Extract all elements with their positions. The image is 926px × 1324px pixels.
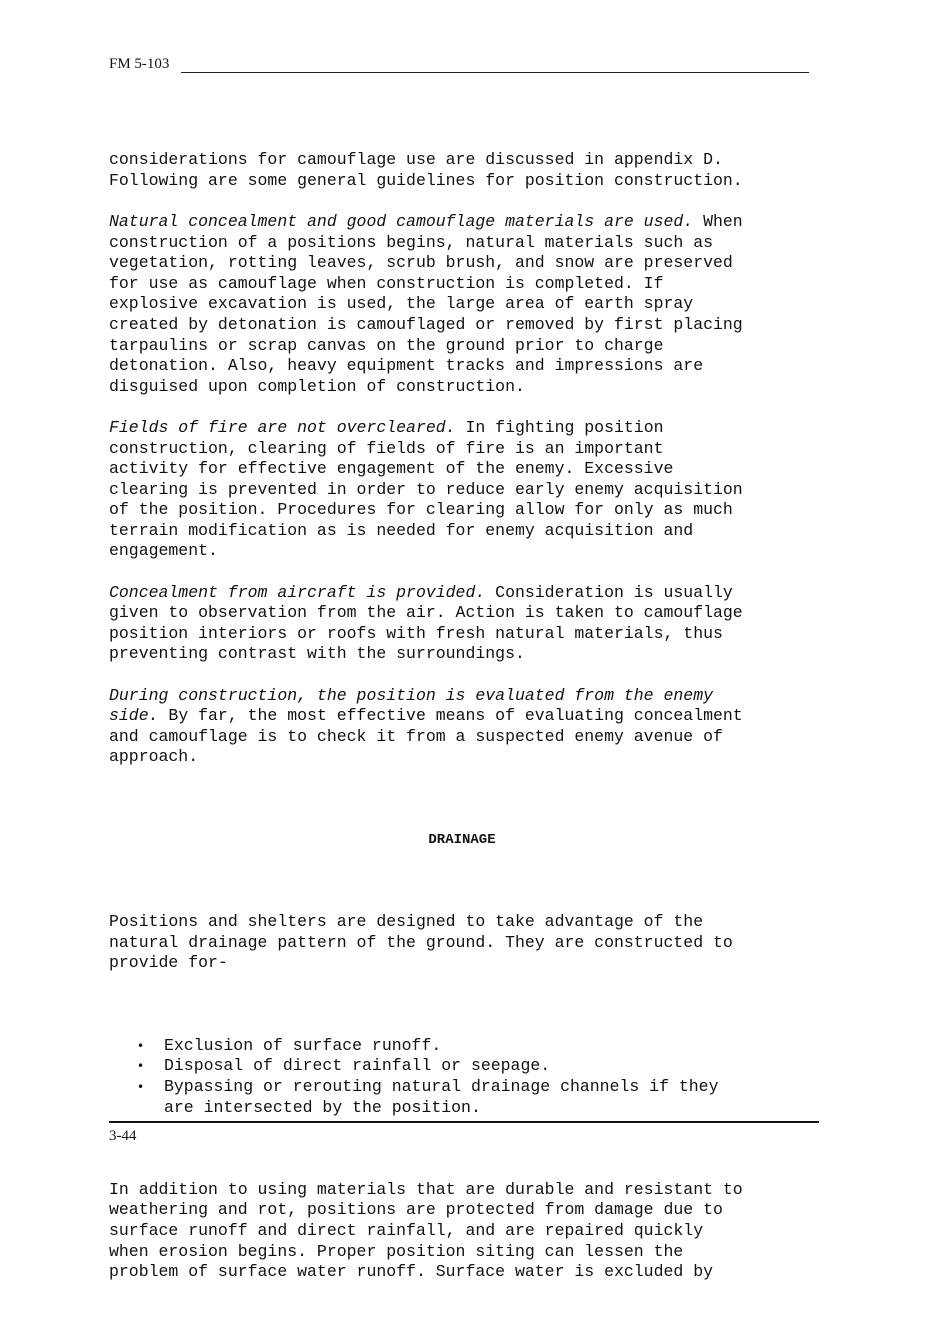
text-line: Exclusion of surface runoff.: [164, 1035, 442, 1055]
text-line: when erosion begins. Proper position siting can lessen the: [109, 1241, 684, 1261]
text-line: preventing contrast with the surroundings.: [109, 644, 525, 664]
text-line: of the position. Procedures for clearing allow for only as much: [109, 500, 733, 520]
running-header: [109, 55, 809, 73]
text-line: explosive excavation is used, the large area of earth spray: [109, 294, 694, 314]
italic-lead-phrase: Natural concealment and good camouflage materials are used.: [109, 211, 694, 231]
header-rule: [181, 72, 809, 73]
text-line: approach.: [109, 747, 199, 767]
text-line: for use as camouflage when construction is completed. If: [109, 273, 664, 293]
text-line: created by detonation is camouflaged or removed by first placing: [109, 314, 743, 334]
text-line: problem of surface water runoff. Surface water is excluded by: [109, 1262, 713, 1282]
text-line: weathering and rot, positions are protected from damage due to: [109, 1200, 723, 1220]
line-text: Consideration is usually: [485, 582, 733, 602]
page-body: [109, 109, 819, 1324]
text-line: In addition to using materials that are durable and resistant to: [109, 1179, 743, 1199]
text-line: [109, 583, 819, 604]
line-text: In fighting position: [455, 417, 664, 437]
text-line: Positions and shelters are designed to take advantage of the: [109, 912, 704, 932]
text-line: provide for-: [109, 953, 228, 973]
bullet-item: [109, 1077, 819, 1118]
text-line: [109, 418, 819, 439]
text-line: given to observation from the air. Action is taken to camouflage: [109, 603, 743, 623]
bullet-icon: •: [137, 1079, 145, 1094]
text-line: Bypassing or rerouting natural drainage channels if they: [164, 1076, 719, 1096]
page-number: 3-44: [109, 1128, 137, 1144]
drainage-intro-paragraph: [109, 912, 819, 974]
text-line: position interiors or roofs with fresh natural materials, thus: [109, 623, 723, 643]
text-line: Following are some general guidelines for position construction.: [109, 170, 743, 190]
text-line: [109, 212, 819, 233]
text-line: construction, clearing of fields of fire is an important: [109, 438, 664, 458]
paragraph: [109, 150, 819, 191]
text-line: tarpaulins or scrap canvas on the ground prior to charge: [109, 335, 664, 355]
drainage-bullet-list: [109, 1036, 819, 1118]
bullet-icon: •: [137, 1038, 145, 1053]
paragraph: [109, 686, 819, 768]
italic-lead-phrase: During construction, the position is evaluated from the enemy: [109, 685, 713, 705]
line-text: When: [693, 211, 743, 231]
text-line: disguised upon completion of construction.: [109, 376, 525, 396]
document-id: FM 5-103: [109, 56, 170, 72]
text-line: vegetation, rotting leaves, scrub brush, and snow are preserved: [109, 253, 733, 273]
text-line: considerations for camouflage use are discussed in appendix D.: [109, 150, 723, 170]
closing-paragraph: [109, 1180, 819, 1283]
text-line: [109, 686, 819, 707]
paragraph: [109, 583, 819, 665]
bullet-item: [109, 1036, 819, 1057]
page-footer: [109, 1128, 137, 1145]
text-line: detonation. Also, heavy equipment tracks and impressions are: [109, 356, 704, 376]
text-line: are intersected by the position.: [164, 1097, 481, 1117]
bullet-icon: •: [137, 1059, 145, 1074]
footer-rule: [109, 1121, 819, 1123]
text-line: engagement.: [109, 541, 218, 561]
paragraph: [109, 418, 819, 562]
text-line: [109, 706, 819, 727]
section-heading: DRAINAGE: [428, 831, 496, 848]
text-line: clearing is prevented in order to reduce early enemy acquisition: [109, 479, 743, 499]
text-line: construction of a positions begins, natural materials such as: [109, 232, 713, 252]
italic-lead-phrase: Fields of fire are not overcleared.: [109, 417, 456, 437]
italic-lead-phrase: Concealment from aircraft is provided.: [109, 582, 486, 602]
italic-lead-phrase: side.: [109, 706, 159, 726]
text-line: and camouflage is to check it from a suspected enemy avenue of: [109, 726, 723, 746]
text-line: activity for effective engagement of the enemy. Excessive: [109, 459, 674, 479]
text-line: terrain modification as is needed for enemy acquisition and: [109, 520, 694, 540]
guideline-paragraphs: [109, 150, 819, 768]
line-text: By far, the most effective means of evaluating concealment: [158, 706, 743, 726]
bullet-item: [109, 1056, 819, 1077]
text-line: surface runoff and direct rainfall, and are repaired quickly: [109, 1221, 704, 1241]
text-line: natural drainage pattern of the ground. They are constructed to: [109, 932, 733, 952]
paragraph: [109, 212, 819, 397]
text-line: Disposal of direct rainfall or seepage.: [164, 1056, 551, 1076]
